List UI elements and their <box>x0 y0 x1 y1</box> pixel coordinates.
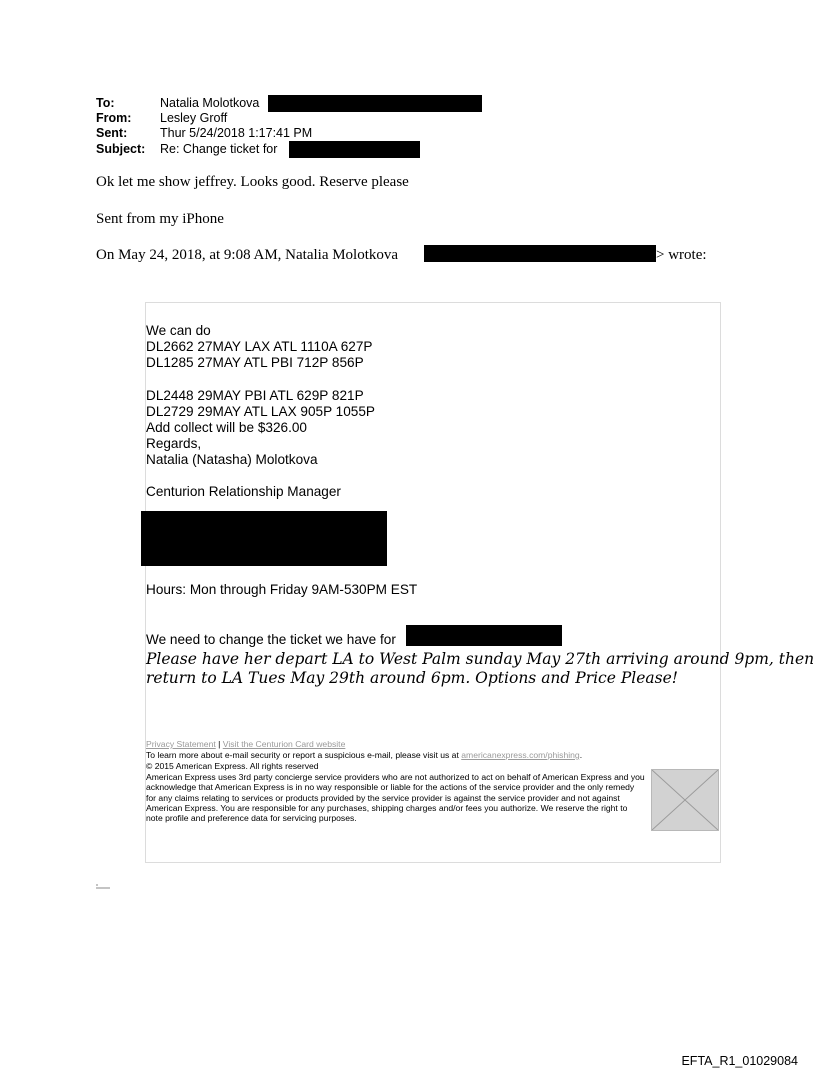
footer-links <box>146 739 646 749</box>
hours-line: Hours: Mon through Friday 9AM-530PM EST <box>146 582 418 597</box>
copyright-line: © 2015 American Express. All rights reserved <box>146 761 319 771</box>
from-value: Lesley Groff <box>160 111 228 125</box>
redaction-block <box>424 245 656 262</box>
redaction-block <box>289 141 420 158</box>
redaction-block <box>406 625 562 646</box>
price-line: Add collect will be $326.00 <box>146 420 307 435</box>
quote-intro-prefix: On May 24, 2018, at 9:08 AM, Natalia Molotkova <box>96 247 399 263</box>
sent-value: Thur 5/24/2018 1:17:41 PM <box>160 126 313 140</box>
redaction-block <box>141 511 387 566</box>
flight-line: DL2448 29MAY PBI ATL 629P 821P <box>146 388 364 403</box>
from-label: From: <box>96 111 132 125</box>
request-detail-line: Please have her depart LA to West Palm sunday May 27th arriving around 9pm, then <box>146 650 815 668</box>
redaction-block <box>268 95 482 112</box>
security-notice-period: . <box>579 750 583 760</box>
to-value: Natalia Molotkova <box>160 96 260 110</box>
request-detail-line: return to LA Tues May 29th around 6pm. Options and Price Please! <box>146 669 678 687</box>
quote-intro <box>96 247 398 264</box>
privacy-statement-link[interactable]: Privacy Statement <box>146 739 216 749</box>
phishing-link[interactable]: americanexpress.com/phishing <box>461 750 580 760</box>
scan-mark-icon <box>96 876 110 882</box>
signature-line: Sent from my iPhone <box>96 211 224 227</box>
document-id: EFTA_R1_01029084 <box>681 1054 798 1068</box>
flight-line: DL2662 27MAY LAX ATL 1110A 627P <box>146 339 373 354</box>
security-notice-text: To learn more about e-mail security or report a suspicious e-mail, please visit us at <box>146 750 459 760</box>
regards-line: Regards, <box>146 436 202 451</box>
to-label: To: <box>96 96 115 110</box>
sender-title: Centurion Relationship Manager <box>146 484 341 499</box>
centurion-website-link[interactable]: Visit the Centurion Card website <box>222 739 346 749</box>
quoted-line: We can do <box>146 323 211 338</box>
change-request-line: We need to change the ticket we have for <box>146 632 396 647</box>
sender-name: Natalia (Natasha) Molotkova <box>146 452 318 467</box>
subject-label: Subject: <box>96 142 146 156</box>
subject-value: Re: Change ticket for <box>160 142 278 156</box>
flight-line: DL1285 27MAY ATL PBI 712P 856P <box>146 355 364 370</box>
quote-intro-suffix: > wrote: <box>656 247 707 263</box>
reply-text: Ok let me show jeffrey. Looks good. Reserve please <box>96 174 409 190</box>
security-notice <box>146 750 666 760</box>
link-separator: | <box>215 739 223 749</box>
disclaimer-text: American Express uses 3rd party concierge service providers who are not authorized to act on behalf of American Express and you acknowledge that American Express is in no way responsible or liable for the actions of the service provider and the only remedy for any claims relating to services or products provided by the service provider is against the service provider and not against American Express. You are responsible for any purchases, shipping charges and/or fees you authorize. We reserve the right to note profile and preference data for servicing purposes. <box>146 772 645 824</box>
flight-line: DL2729 29MAY ATL LAX 905P 1055P <box>146 404 375 419</box>
broken-image-icon <box>651 769 719 831</box>
sent-label: Sent: <box>96 126 128 140</box>
